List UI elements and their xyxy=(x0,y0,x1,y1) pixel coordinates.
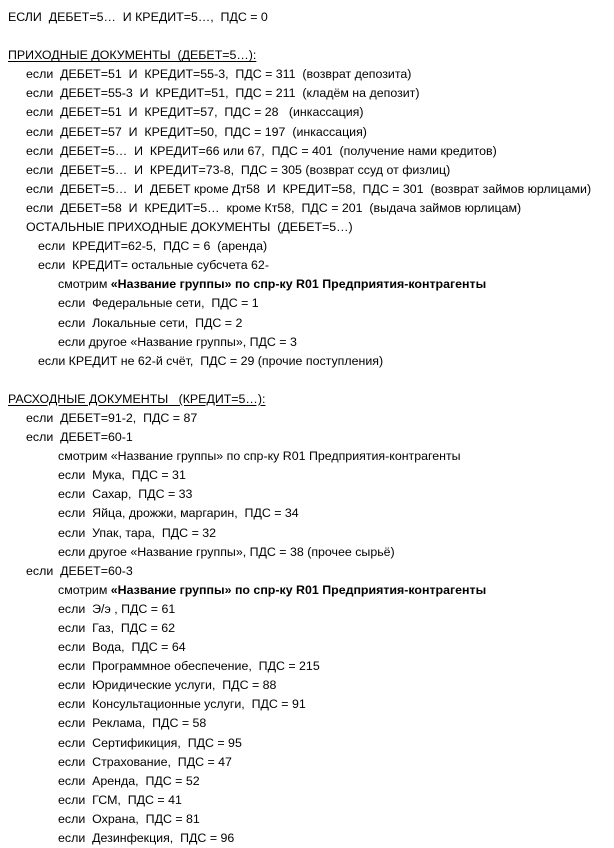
rule-line: если Сахар, ПДС = 33 xyxy=(58,487,193,502)
rule-line: если ДЕБЕТ=51 И КРЕДИТ=55-3, ПДС = 311 (возврат депозита) xyxy=(26,67,412,82)
spacer xyxy=(0,27,614,46)
rule-line: если ДЕБЕТ=60-1 xyxy=(26,430,133,445)
rule-line xyxy=(0,581,614,600)
rule-line: если ГСМ, ПДС = 41 xyxy=(58,792,182,807)
rule-line: если Вода, ПДС = 64 xyxy=(58,640,186,655)
rule-line: если Охрана, ПДС = 81 xyxy=(58,811,200,826)
rule-line: если ДЕБЕТ=5… И КРЕДИТ=73-8, ПДС = 305 (возврат ссуд от физлиц) xyxy=(26,162,451,177)
rule-line: если Мука, ПДС = 31 xyxy=(58,468,186,483)
rule-line: если Газ, ПДС = 62 xyxy=(58,621,176,635)
section-heading-prihodnye xyxy=(0,46,614,65)
rule-line: если ДЕБЕТ=57 И КРЕДИТ=50, ПДС = 197 (инкассация) xyxy=(26,124,367,139)
rule-prefix: смотрим xyxy=(58,582,111,597)
section-heading-text: ПРИХОДНЫЕ ДОКУМЕНТЫ (ДЕБЕТ=5…): xyxy=(8,48,257,63)
reference-catalog-label: «Название группы» по спр-ку R01 Предприятия-контрагенты xyxy=(110,449,461,464)
rule-line: если другое «Название группы», ПДС = 38 (прочее сырьё) xyxy=(58,544,395,559)
top-spacer xyxy=(0,0,614,8)
rule-line: если Страхование, ПДС = 47 xyxy=(58,754,232,769)
section-spacer xyxy=(0,371,614,390)
sections-container xyxy=(0,46,614,848)
section-heading-rashodnye xyxy=(0,390,614,409)
rule-line: если КРЕДИТ не 62-й счёт, ПДС = 29 (прочие поступления) xyxy=(38,353,384,368)
rule-line: если ДЕБЕТ=5… И КРЕДИТ=66 или 67, ПДС = 401 (получение нами кредитов) xyxy=(26,143,497,158)
rule-line: если ДЕБЕТ=5… И ДЕБЕТ кроме Дт58 И КРЕДИТ=58, ПДС = 301 (возврат займов юрлицами) xyxy=(26,181,592,196)
reference-catalog-label: «Название группы» по спр-ку R01 Предприятия-контрагенты xyxy=(110,582,487,597)
rule-line: если ДЕБЕТ=91-2, ПДС = 87 xyxy=(26,410,198,425)
rule-line: если Реклама, ПДС = 58 xyxy=(58,716,207,731)
rule-line: если Программное обеспечение, ПДС = 215 xyxy=(58,659,320,674)
rule-line xyxy=(0,275,614,294)
rule-prefix: смотрим xyxy=(58,277,111,292)
rule-line: если Э/э , ПДС = 61 xyxy=(58,601,176,616)
section-heading-text: РАСХОДНЫЕ ДОКУМЕНТЫ (КРЕДИТ=5…): xyxy=(8,391,266,406)
rule-line: если Федеральные сети, ПДС = 1 xyxy=(58,296,259,311)
rule-line: если ДЕБЕТ=55-3 И КРЕДИТ=51, ПДС = 211 (кладём на депозит) xyxy=(26,86,420,101)
rule-line: если Упак, тара, ПДС = 32 xyxy=(58,525,217,540)
rule-prefix: смотрим xyxy=(58,449,111,464)
rule-line xyxy=(0,447,614,466)
reference-catalog-label: «Название группы» по спр-ку R01 Предприятия-контрагенты xyxy=(110,277,487,292)
rule-line: если ДЕБЕТ=58 И КРЕДИТ=5… кроме Кт58, ПДС = 201 (выдача займов юрлицам) xyxy=(26,200,522,215)
rule-line: если КРЕДИТ= остальные субсчета 62- xyxy=(38,258,269,273)
rule-line: ОСТАЛЬНЫЕ ПРИХОДНЫЕ ДОКУМЕНТЫ (ДЕБЕТ=5…) xyxy=(26,220,353,235)
rule-line: если Юридические услуги, ПДС = 88 xyxy=(58,678,277,693)
rule-line: если Яйца, дрожжи, маргарин, ПДС = 34 xyxy=(58,506,299,521)
intro-rule-line: ЕСЛИ ДЕБЕТ=5… И КРЕДИТ=5…, ПДС = 0 xyxy=(8,10,268,24)
rule-line: если ДЕБЕТ=60-3 xyxy=(26,563,133,578)
rule-line: если Дезинфекция, ПДС = 96 xyxy=(58,831,235,846)
rule-line: если КРЕДИТ=62-5, ПДС = 6 (аренда) xyxy=(38,239,268,254)
rule-line: если другое «Название группы», ПДС = 3 xyxy=(58,334,297,349)
rule-line: если Локальные сети, ПДС = 2 xyxy=(58,315,243,330)
rule-line: если Аренда, ПДС = 52 xyxy=(58,773,200,788)
rule-line: если ДЕБЕТ=51 И КРЕДИТ=57, ПДС = 28 (инкассация) xyxy=(26,105,364,120)
rule-line: если Сертификиция, ПДС = 95 xyxy=(58,735,242,750)
rule-line: если Консультационные услуги, ПДС = 91 xyxy=(58,697,306,712)
